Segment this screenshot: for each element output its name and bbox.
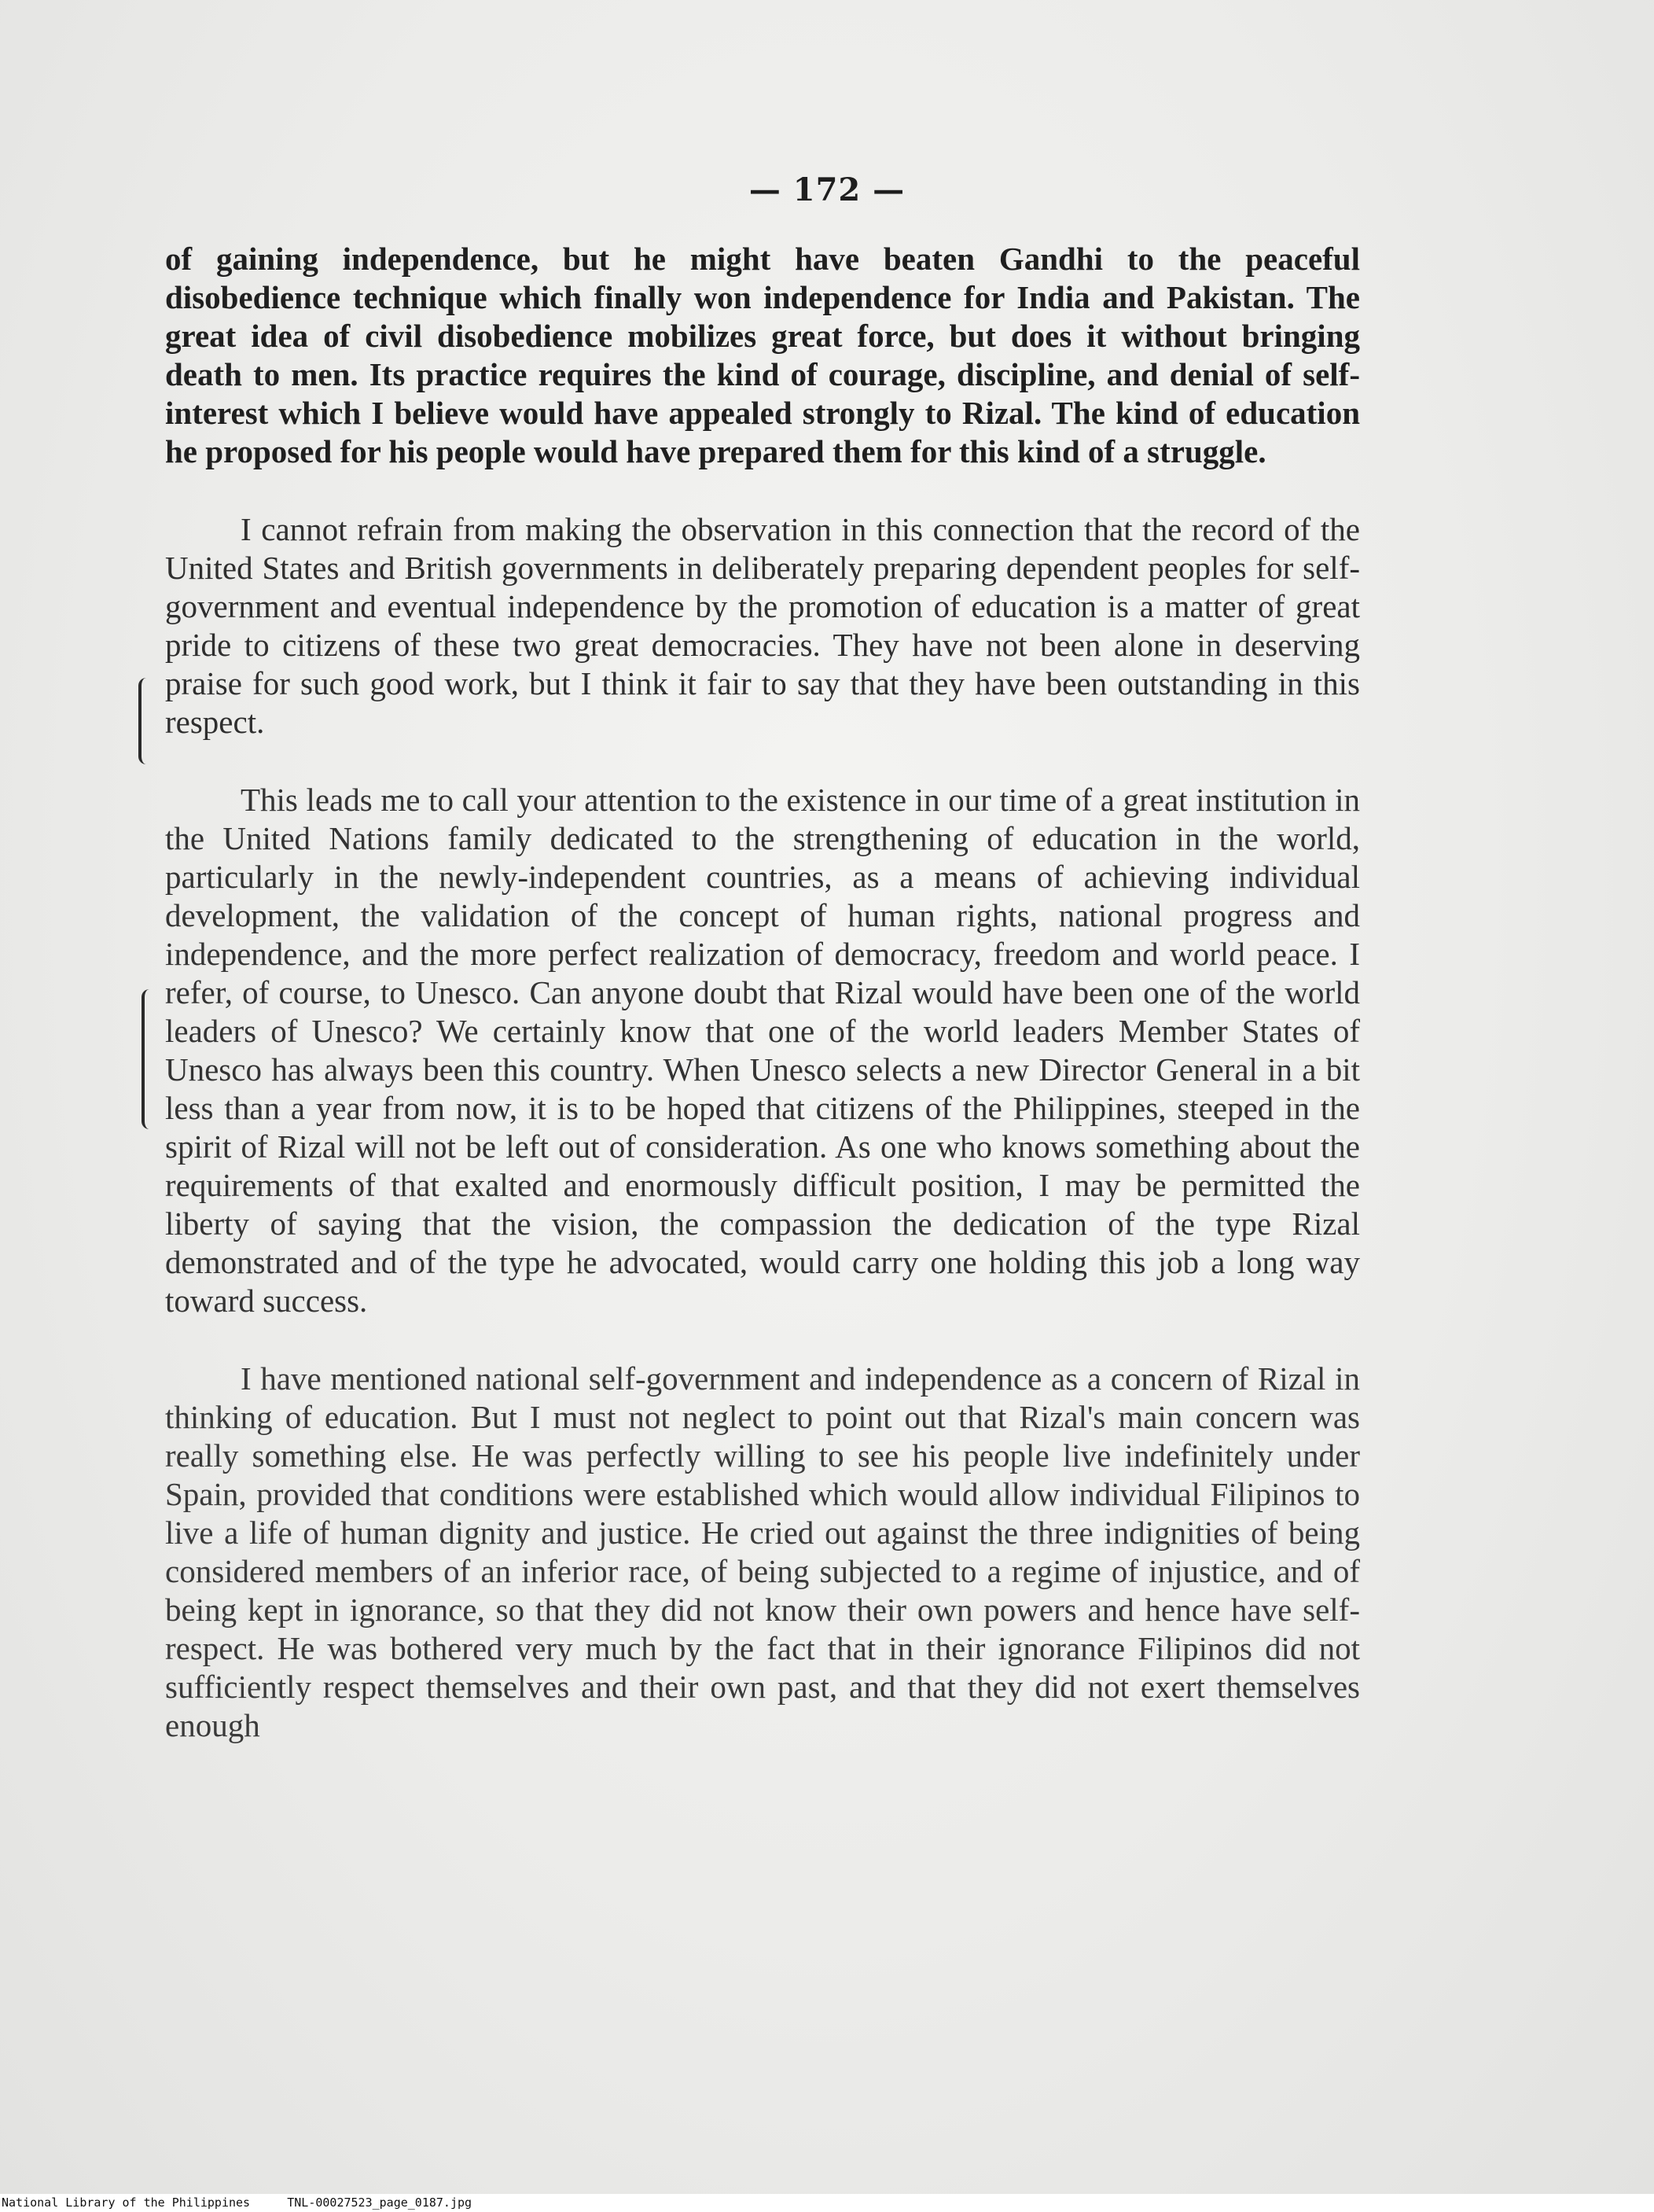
margin-bracket-mark — [138, 678, 153, 764]
page-number: — 172 — — [748, 171, 906, 208]
body-text — [165, 240, 1360, 1784]
paragraph-2: I cannot refrain from making the observation in this connection that the record of the United States and British governments in deliberately preparing dependent peoples for self-government and eventual independence by the promotion of education is a matter of great pride to citizens of these two great democracies. They have not been alone in deserving praise for such good work, but I think it fair to say that they have been outstanding in this respect. — [165, 511, 1360, 740]
margin-bracket-mark — [142, 989, 156, 1129]
paragraph-1: of gaining independence, but he might have beaten Gandhi to the peaceful disobedience technique which finally won independence for India and Pakistan. The great idea of civil disobedience mobilizes great force, but does it without bringing death to men. Its practice requires the kind of courage, discipline, and denial of self-interest which I believe would have appealed strongly to Rizal. The kind of education he proposed for his people would have prepared them for this kind of a struggle. — [165, 241, 1360, 469]
scan-footer — [0, 2194, 1654, 2212]
paragraph-3: This leads me to call your attention to the existence in our time of a great institution in the United Nations family dedicated to the strengthening of education in the world, particularly in the newly-independent countries, as a means of achieving individual development, the validation of the concept of human rights, national progress and independence, and the more perfect realization of democracy, freedom and world peace. I refer, of course, to Unesco. Can anyone doubt that Rizal would have been one of the world leaders of Unesco? We certainly know that one of the world leaders Member States of Unesco has always been this country. When Unesco selects a new Director General in a bit less than a year from now, it is to be hoped that citizens of the Philippines, steeped in the spirit of Rizal will not be left out of consideration. As one who knows something about the requirements of that exalted and enormously difficult position, I may be permitted the liberty of saying that the vision, the compassion the dedication of the type Rizal demonstrated and of the type he advocated, would carry one holding this job a long way toward success. — [165, 782, 1360, 1319]
footer-file-id: TNL-00027523_page_0187.jpg — [287, 2195, 472, 2210]
footer-library: National Library of the Philippines — [2, 2195, 251, 2210]
paragraph-4: I have mentioned national self-government and independence as a concern of Rizal in thinking of education. But I must not neglect to point out that Rizal's main concern was really something else. He was perfectly willing to see his people live indefinitely under Spain, provided that conditions were established which would allow individual Filipinos to live a life of human dignity and justice. He cried out against the three indignities of being considered members of an inferior race, of being subjected to a regime of injustice, and of being kept in ignorance, so that they did not know their own powers and hence have self-respect. He was bothered very much by the fact that in their ignorance Filipinos did not sufficiently respect themselves and their own past, and that they did not exert themselves enough — [165, 1360, 1360, 1743]
